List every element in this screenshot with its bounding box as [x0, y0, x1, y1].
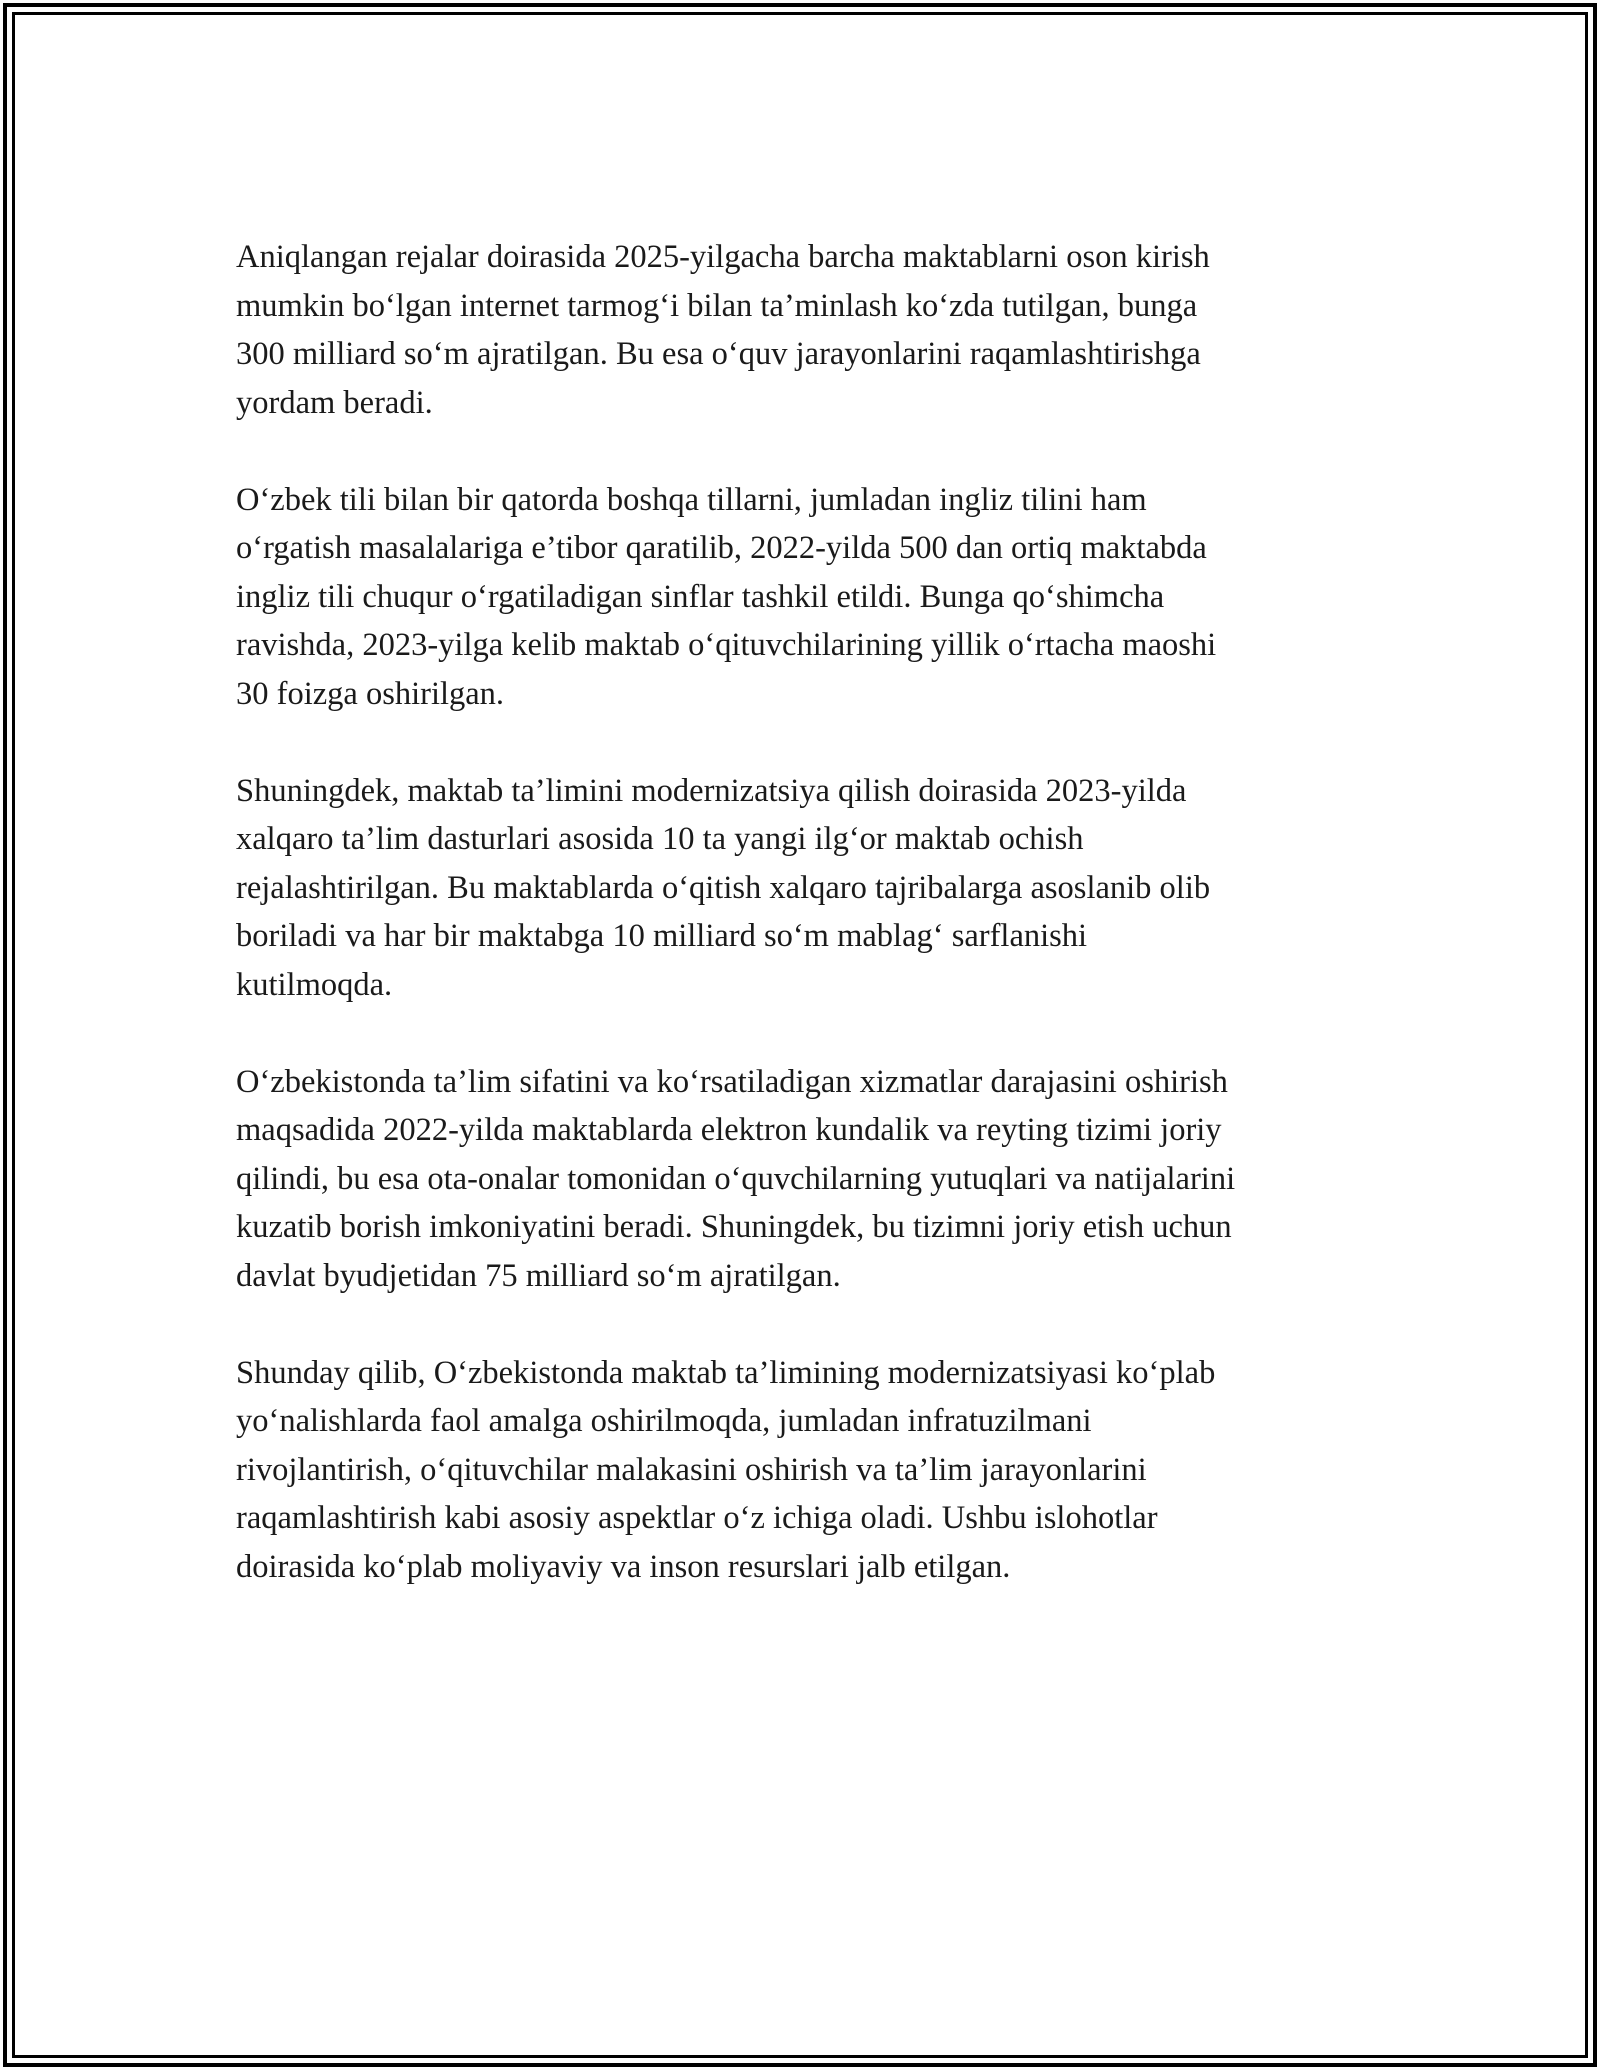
paragraph-languages: O‘zbek tili bilan bir qatorda boshqa tillarni, jumladan ingliz tilini ham o‘rgatish masalalariga e’tibor qaratilib, 2022-yilda 500 dan ortiq maktabda ingliz tili chuqur o‘rgatiladigan sinflar tashkil etildi. Bunga qo‘shimcha ravishda, 2023-yilga kelib maktab o‘qituvchilarining yillik o‘rtacha maoshi 30 foizga oshirilgan. — [236, 481, 1217, 712]
document-body — [236, 233, 1376, 1591]
paragraph-electronic-diary: O‘zbekistonda ta’lim sifatini va ko‘rsatiladigan xizmatlar darajasini oshirish maqsadida 2022-yilda maktablarda elektron kundalik va reyting tizimi joriy qilindi, bu esa ota-onalar tomonidan o‘quvchilarning yutuqlari va natijalarini kuzatib borish imkoniyatini beradi. Shuningdek, bu tizimni joriy etish uchun davlat byudjetidan 75 milliard so‘m ajratilgan. — [236, 1063, 1236, 1294]
paragraph-conclusion: Shunday qilib, O‘zbekistonda maktab ta’limining modernizatsiyasi ko‘plab yo‘nalishlarda faol amalga oshirilmoqda, jumladan infratuzilmani rivojlantirish, o‘qituvchilar malakasini oshirish va ta’lim jarayonlarini raqamlashtirish kabi asosiy aspektlar o‘z ichiga oladi. Ushbu islohotlar doirasida ko‘plab moliyaviy va inson resurslari jalb etilgan. — [236, 1354, 1216, 1585]
paragraph-internet: Aniqlangan rejalar doirasida 2025-yilgacha barcha maktablarni oson kirish mumkin bo‘lgan internet tarmog‘i bilan ta’minlash ko‘zda tutilgan, bunga 300 milliard so‘m ajratilgan. Bu esa o‘quv jarayonlarini raqamlashtirishga yordam beradi. — [236, 239, 1210, 421]
paragraph-modernization: Shuningdek, maktab ta’limini modernizatsiya qilish doirasida 2023-yilda xalqaro ta’lim dasturlari asosida 10 ta yangi ilg‘or maktab ochish rejalashtirilgan. Bu maktablarda o‘qitish xalqaro tajribalarga asoslanib olib boriladi va har bir maktabga 10 milliard so‘m mablag‘ sarflanishi kutilmoqda. — [236, 772, 1211, 1003]
